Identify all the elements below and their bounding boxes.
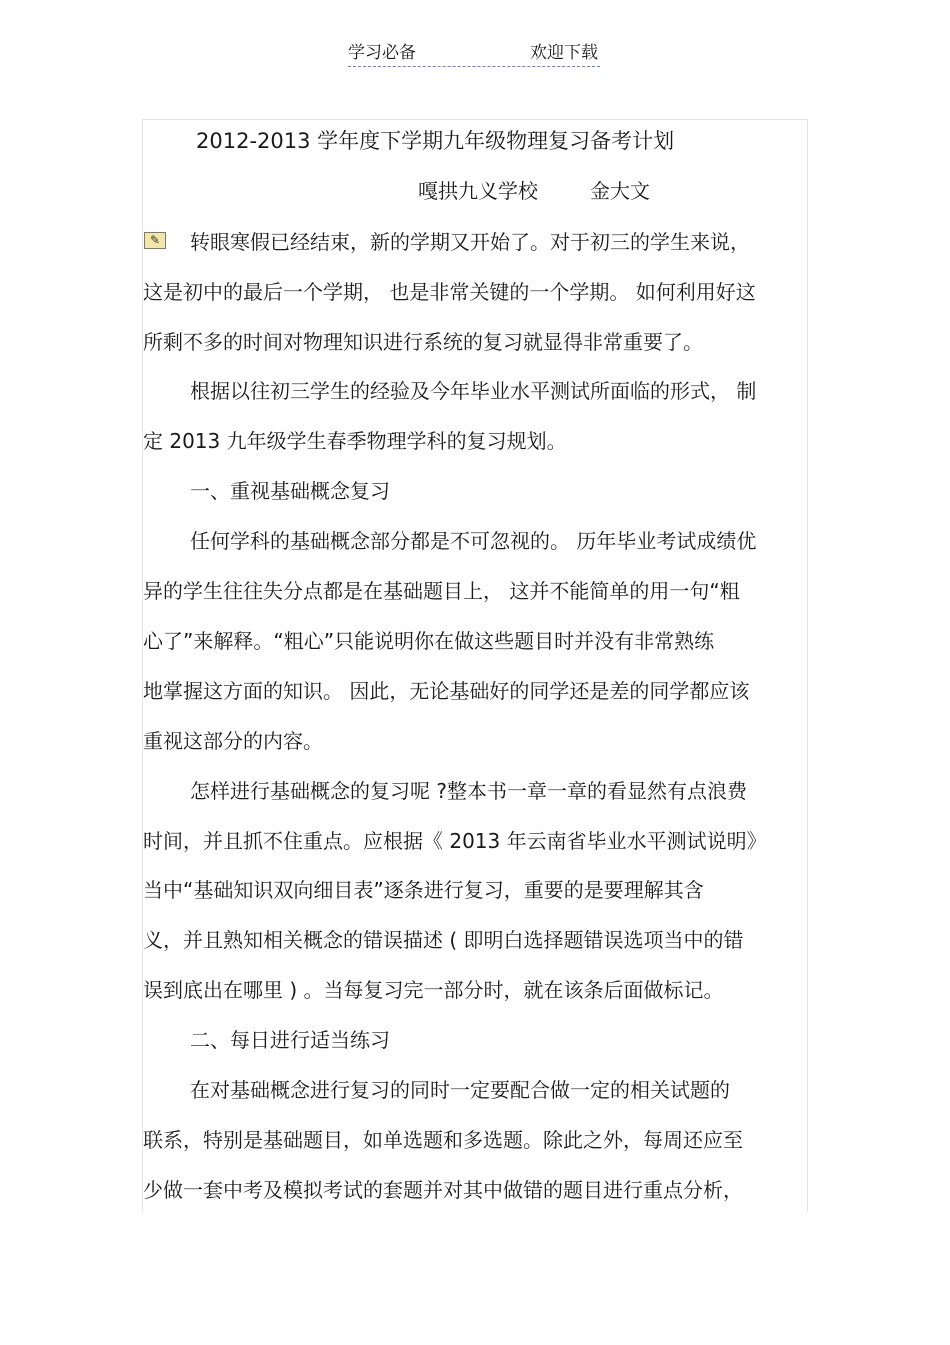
pencil-icon: ✎ [144,232,166,249]
body-line: 联系，特别是基础题目，如单选题和多选题。除此之外，每周还应至 [143,1128,743,1152]
body-line: 重视这部分的内容。 [143,729,323,753]
author-school: 嘎拱九义学校 [418,179,538,203]
body-line: 义，并且熟知相关概念的错误描述 ( 即明白选择题错误选项当中的错 [143,928,744,952]
header-right-text: 欢迎下载 [530,43,598,63]
body-line: 误到底出在哪里 ) 。当每复习完一部分时，就在该条后面做标记。 [143,978,724,1002]
body-line: 转眼寒假已经结束，新的学期又开始了。对于初三的学生来说， [190,230,750,254]
body-line: 少做一套中考及模拟考试的套题并对其中做错的题目进行重点分析， [143,1178,743,1202]
body-line: 怎样进行基础概念的复习呢 ?整本书一章一章的看显然有点浪费 [190,779,747,803]
author-name: 金大文 [590,179,650,203]
body-line: 心了”来解释。“粗心”只能说明你在做这些题目时并没有非常熟练 [143,629,715,653]
body-line: 当中“基础知识双向细目表”逐条进行复习，重要的是要理解其含 [143,878,704,902]
body-line: 在对基础概念进行复习的同时一定要配合做一定的相关试题的 [190,1078,730,1102]
section-heading: 一、重视基础概念复习 [190,479,390,503]
body-line: 所剩不多的时间对物理知识进行系统的复习就显得非常重要了。 [143,330,703,354]
header-left-text: 学习必备 [348,43,416,63]
section-heading: 二、每日进行适当练习 [190,1028,390,1052]
page-header [348,40,600,67]
body-line: 定 2013 九年级学生春季物理学科的复习规划。 [143,429,567,453]
body-line: 这是初中的最后一个学期， 也是非常关键的一个学期。 如何利用好这 [143,280,756,304]
body-line: 异的学生往往失分点都是在基础题目上， 这并不能简单的用一句“粗 [143,579,740,603]
body-line: 时间，并且抓不住重点。应根据《 2013 年云南省毕业水平测试说明》 [143,829,767,853]
body-line: 地掌握这方面的知识。 因此，无论基础好的同学还是差的同学都应该 [143,679,750,703]
body-line: 根据以往初三学生的经验及今年毕业水平测试所面临的形式， 制 [190,379,757,403]
body-line: 任何学科的基础概念部分都是不可忽视的。 历年毕业考试成绩优 [190,529,757,553]
document-title: 2012-2013 学年度下学期九年级物理复习备考计划 [196,129,675,153]
